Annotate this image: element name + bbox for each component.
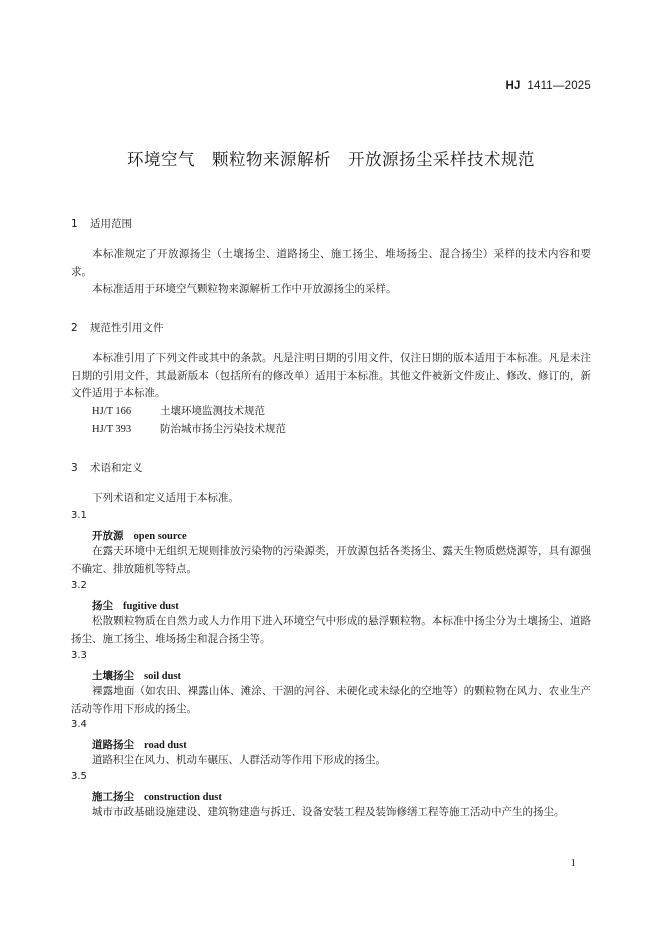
page-number: 1 bbox=[570, 857, 576, 869]
term-title bbox=[92, 528, 187, 543]
term-definition: 裸露地面（如农田、裸露山体、滩涂、干涸的河谷、未硬化或未绿化的空地等）的颗粒物在风力、农业生产活动等作用下形成的扬尘。 bbox=[71, 685, 591, 715]
paragraph: 本标准引用了下列文件或其中的条款。凡是注明日期的引用文件，仅注日期的版本适用于本标准。凡是未注日期的引用文件，其最新版本（包括所有的修改单）适用于本标准。其他文件被新文件废止、修改、修订的，新文件适用于本标准。 bbox=[71, 352, 591, 399]
term-definition: 松散颗粒物质在自然力或人力作用下进入环境空气中形成的悬浮颗粒物。本标准中扬尘分为土壤扬尘、道路扬尘、施工扬尘、堆场扬尘和混合扬尘等。 bbox=[71, 615, 591, 645]
term-en: construction dust bbox=[144, 792, 222, 803]
reference-item bbox=[92, 421, 286, 436]
section-heading-terms bbox=[71, 460, 143, 475]
reference-name: 土壤环境监测技术规范 bbox=[160, 405, 265, 417]
paragraph: 本标准规定了开放源扬尘（土壤扬尘、道路扬尘、施工扬尘、堆场扬尘、混合扬尘）采样的技术内容和要求。 bbox=[71, 248, 591, 278]
term-zh: 开放源 bbox=[92, 530, 124, 542]
term-title bbox=[92, 668, 181, 683]
term-zh: 施工扬尘 bbox=[92, 791, 134, 803]
term-title bbox=[92, 598, 179, 613]
term-definition: 道路积尘在风力、机动车碾压、人群活动等作用下形成的扬尘。 bbox=[92, 754, 386, 766]
term-number: 3.2 bbox=[71, 580, 87, 591]
term-number: 3.5 bbox=[71, 771, 87, 782]
term-definition: 城市市政基础设施建设、建筑物建造与拆迁、设备安装工程及装饰修缮工程等施工活动中产生的扬尘。 bbox=[92, 806, 565, 818]
term-title bbox=[92, 789, 222, 804]
section-title: 术语和定义 bbox=[90, 462, 143, 474]
standard-number: 1411—2025 bbox=[527, 80, 591, 92]
paragraph: 下列术语和定义适用于本标准。 bbox=[92, 492, 239, 504]
term-zh: 扬尘 bbox=[92, 600, 113, 612]
standard-code bbox=[505, 80, 591, 92]
term-number: 3.4 bbox=[71, 719, 87, 730]
term-en: soil dust bbox=[144, 671, 182, 682]
reference-code: HJ/T 393 bbox=[92, 424, 132, 435]
section-number: 3 bbox=[71, 462, 78, 474]
term-number: 3.3 bbox=[71, 650, 87, 661]
section-title: 规范性引用文件 bbox=[90, 322, 164, 334]
section-number: 2 bbox=[71, 322, 78, 334]
standard-prefix: HJ bbox=[505, 80, 521, 92]
paragraph: 本标准适用于环境空气颗粒物来源解析工作中开放源扬尘的采样。 bbox=[92, 283, 397, 295]
term-en: open source bbox=[133, 531, 187, 542]
reference-code: HJ/T 166 bbox=[92, 406, 132, 417]
term-en: road dust bbox=[144, 740, 187, 751]
section-heading-normative-references bbox=[71, 320, 164, 335]
section-title: 适用范围 bbox=[90, 218, 132, 230]
term-definition: 在露天环境中无组织无规则排放污染物的污染源类，开放源包括各类扬尘、露天生物质燃烧源等，具有源强不确定、排放随机等特点。 bbox=[71, 545, 591, 575]
section-number: 1 bbox=[71, 218, 78, 230]
term-en: fugitive dust bbox=[123, 601, 179, 612]
reference-item bbox=[92, 403, 265, 418]
document-title: 环境空气 颗粒物来源解析 开放源扬尘采样技术规范 bbox=[127, 150, 535, 169]
term-number: 3.1 bbox=[71, 510, 87, 521]
term-zh: 道路扬尘 bbox=[92, 739, 134, 751]
term-title bbox=[92, 737, 187, 752]
term-zh: 土壤扬尘 bbox=[92, 670, 134, 682]
reference-name: 防治城市扬尘污染技术规范 bbox=[160, 423, 286, 435]
section-heading-scope bbox=[71, 216, 132, 231]
